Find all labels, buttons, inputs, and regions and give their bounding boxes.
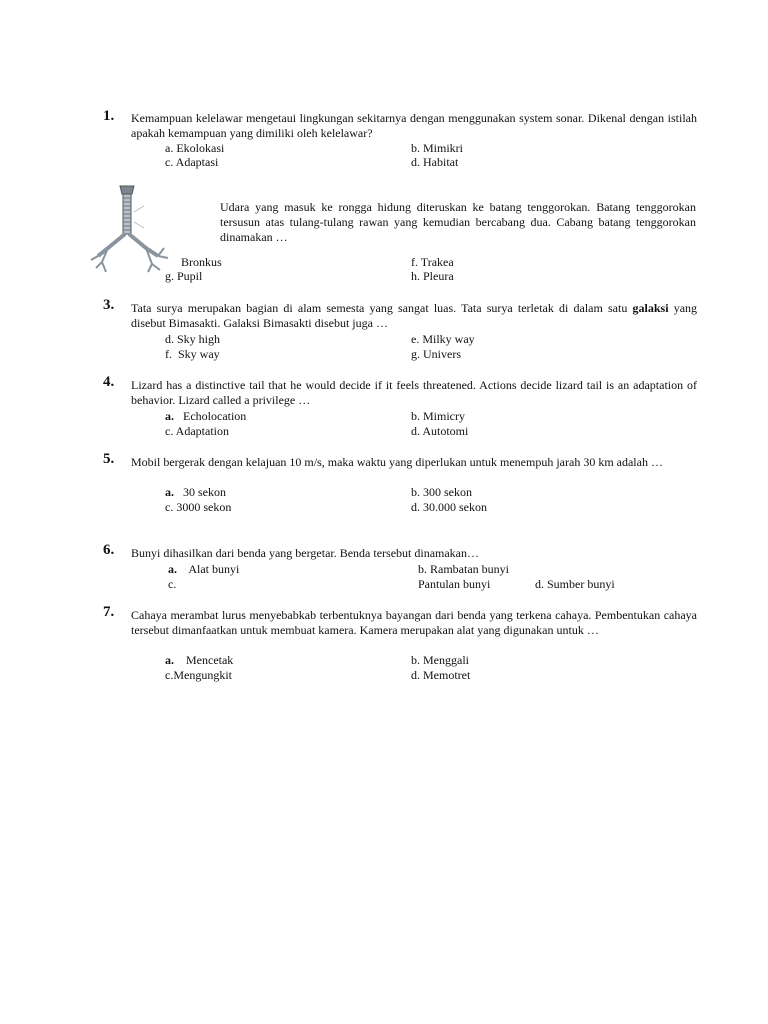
question-text: Tata surya merupakan bagian di alam semesta yang sangat luas. Tata surya terletak di dalam satu galaksi yang disebut Bimasakti. Galaksi Bimasakti disebut juga … xyxy=(131,301,698,330)
question-number: 5. xyxy=(103,451,115,467)
question-text: Udara yang masuk ke rongga hidung diteruskan ke batang tenggorokan. Batang tenggorokan tersusun atas tulang-tulang rawan yang kemudian bercabang dua. Cabang batang tenggorokan dinamakan … xyxy=(220,200,696,244)
question-number: 7. xyxy=(103,604,115,620)
option-g: g. Pupil xyxy=(165,269,203,283)
option-a: a. Echolocation xyxy=(165,409,247,423)
option-d: d. 30.000 sekon xyxy=(411,500,487,514)
question-number: 3. xyxy=(103,297,115,313)
option-d: d. Autotomi xyxy=(411,424,469,438)
option-d: d. Sky high xyxy=(165,332,221,346)
option-a: a. Alat bunyi xyxy=(168,562,240,576)
question-text: Kemampuan kelelawar mengetaui lingkungan sekitarnya dengan menggunakan system sonar. Dikenal dengan istilah apakah kemampuan yang dimiliki oleh kelelawar? xyxy=(131,111,697,140)
option-c: c. 3000 sekon xyxy=(165,500,232,514)
option-b: b. 300 sekon xyxy=(411,485,472,499)
question-text: Bunyi dihasilkan dari benda yang bergetar. Benda tersebut dinamakan… xyxy=(131,546,480,560)
option-a: a. Mencetak xyxy=(165,653,234,667)
option-b: b. Menggali xyxy=(411,653,469,667)
trachea-illustration xyxy=(88,182,184,278)
option-d: d. Memotret xyxy=(411,668,471,682)
question-text: Cahaya merambat lurus menyebabkab terbentuknya bayangan dari benda yang terkena cahaya. Pembentukan cahaya tersebut dimanfaatkan untuk membuat kamera. Kamera merupakan alat yang digunakan untuk … xyxy=(131,608,697,637)
option-a: a. 30 sekon xyxy=(165,485,226,499)
option-c: c. Adaptasi xyxy=(165,155,219,169)
option-e: e. Milky way xyxy=(411,332,475,346)
option-c: c.Mengungkit xyxy=(165,668,232,682)
question-number: 6. xyxy=(103,542,115,558)
option-d: d. Habitat xyxy=(411,155,459,169)
option-c-text: Pantulan bunyi xyxy=(418,577,491,591)
option-d: d. Sumber bunyi xyxy=(535,577,615,591)
question-text: Lizard has a distinctive tail that he would decide if it feels threatened. Actions decide lizard tail is an adaptation of behavior. Lizard called a privilege … xyxy=(131,378,697,407)
option-b: b. Mimicry xyxy=(411,409,465,423)
option-b: b. Rambatan bunyi xyxy=(418,562,509,576)
option-e: Bronkus xyxy=(181,255,222,269)
bold-term: galaksi xyxy=(632,301,669,315)
question-text: Mobil bergerak dengan kelajuan 10 m/s, maka waktu yang diperlukan untuk menempuh jarah 30 km adalah … xyxy=(131,455,663,469)
option-h: h. Pleura xyxy=(411,269,454,283)
option-g: g. Univers xyxy=(411,347,461,361)
option-a: a. Ekolokasi xyxy=(165,141,225,155)
question-number: 1. xyxy=(103,108,115,124)
option-f: f. Trakea xyxy=(411,255,454,269)
question-number: 4. xyxy=(103,374,115,390)
option-c: c. xyxy=(168,577,177,591)
option-b: b. Mimikri xyxy=(411,141,464,155)
option-f: f. Sky way xyxy=(165,347,220,361)
option-c: c. Adaptation xyxy=(165,424,229,438)
